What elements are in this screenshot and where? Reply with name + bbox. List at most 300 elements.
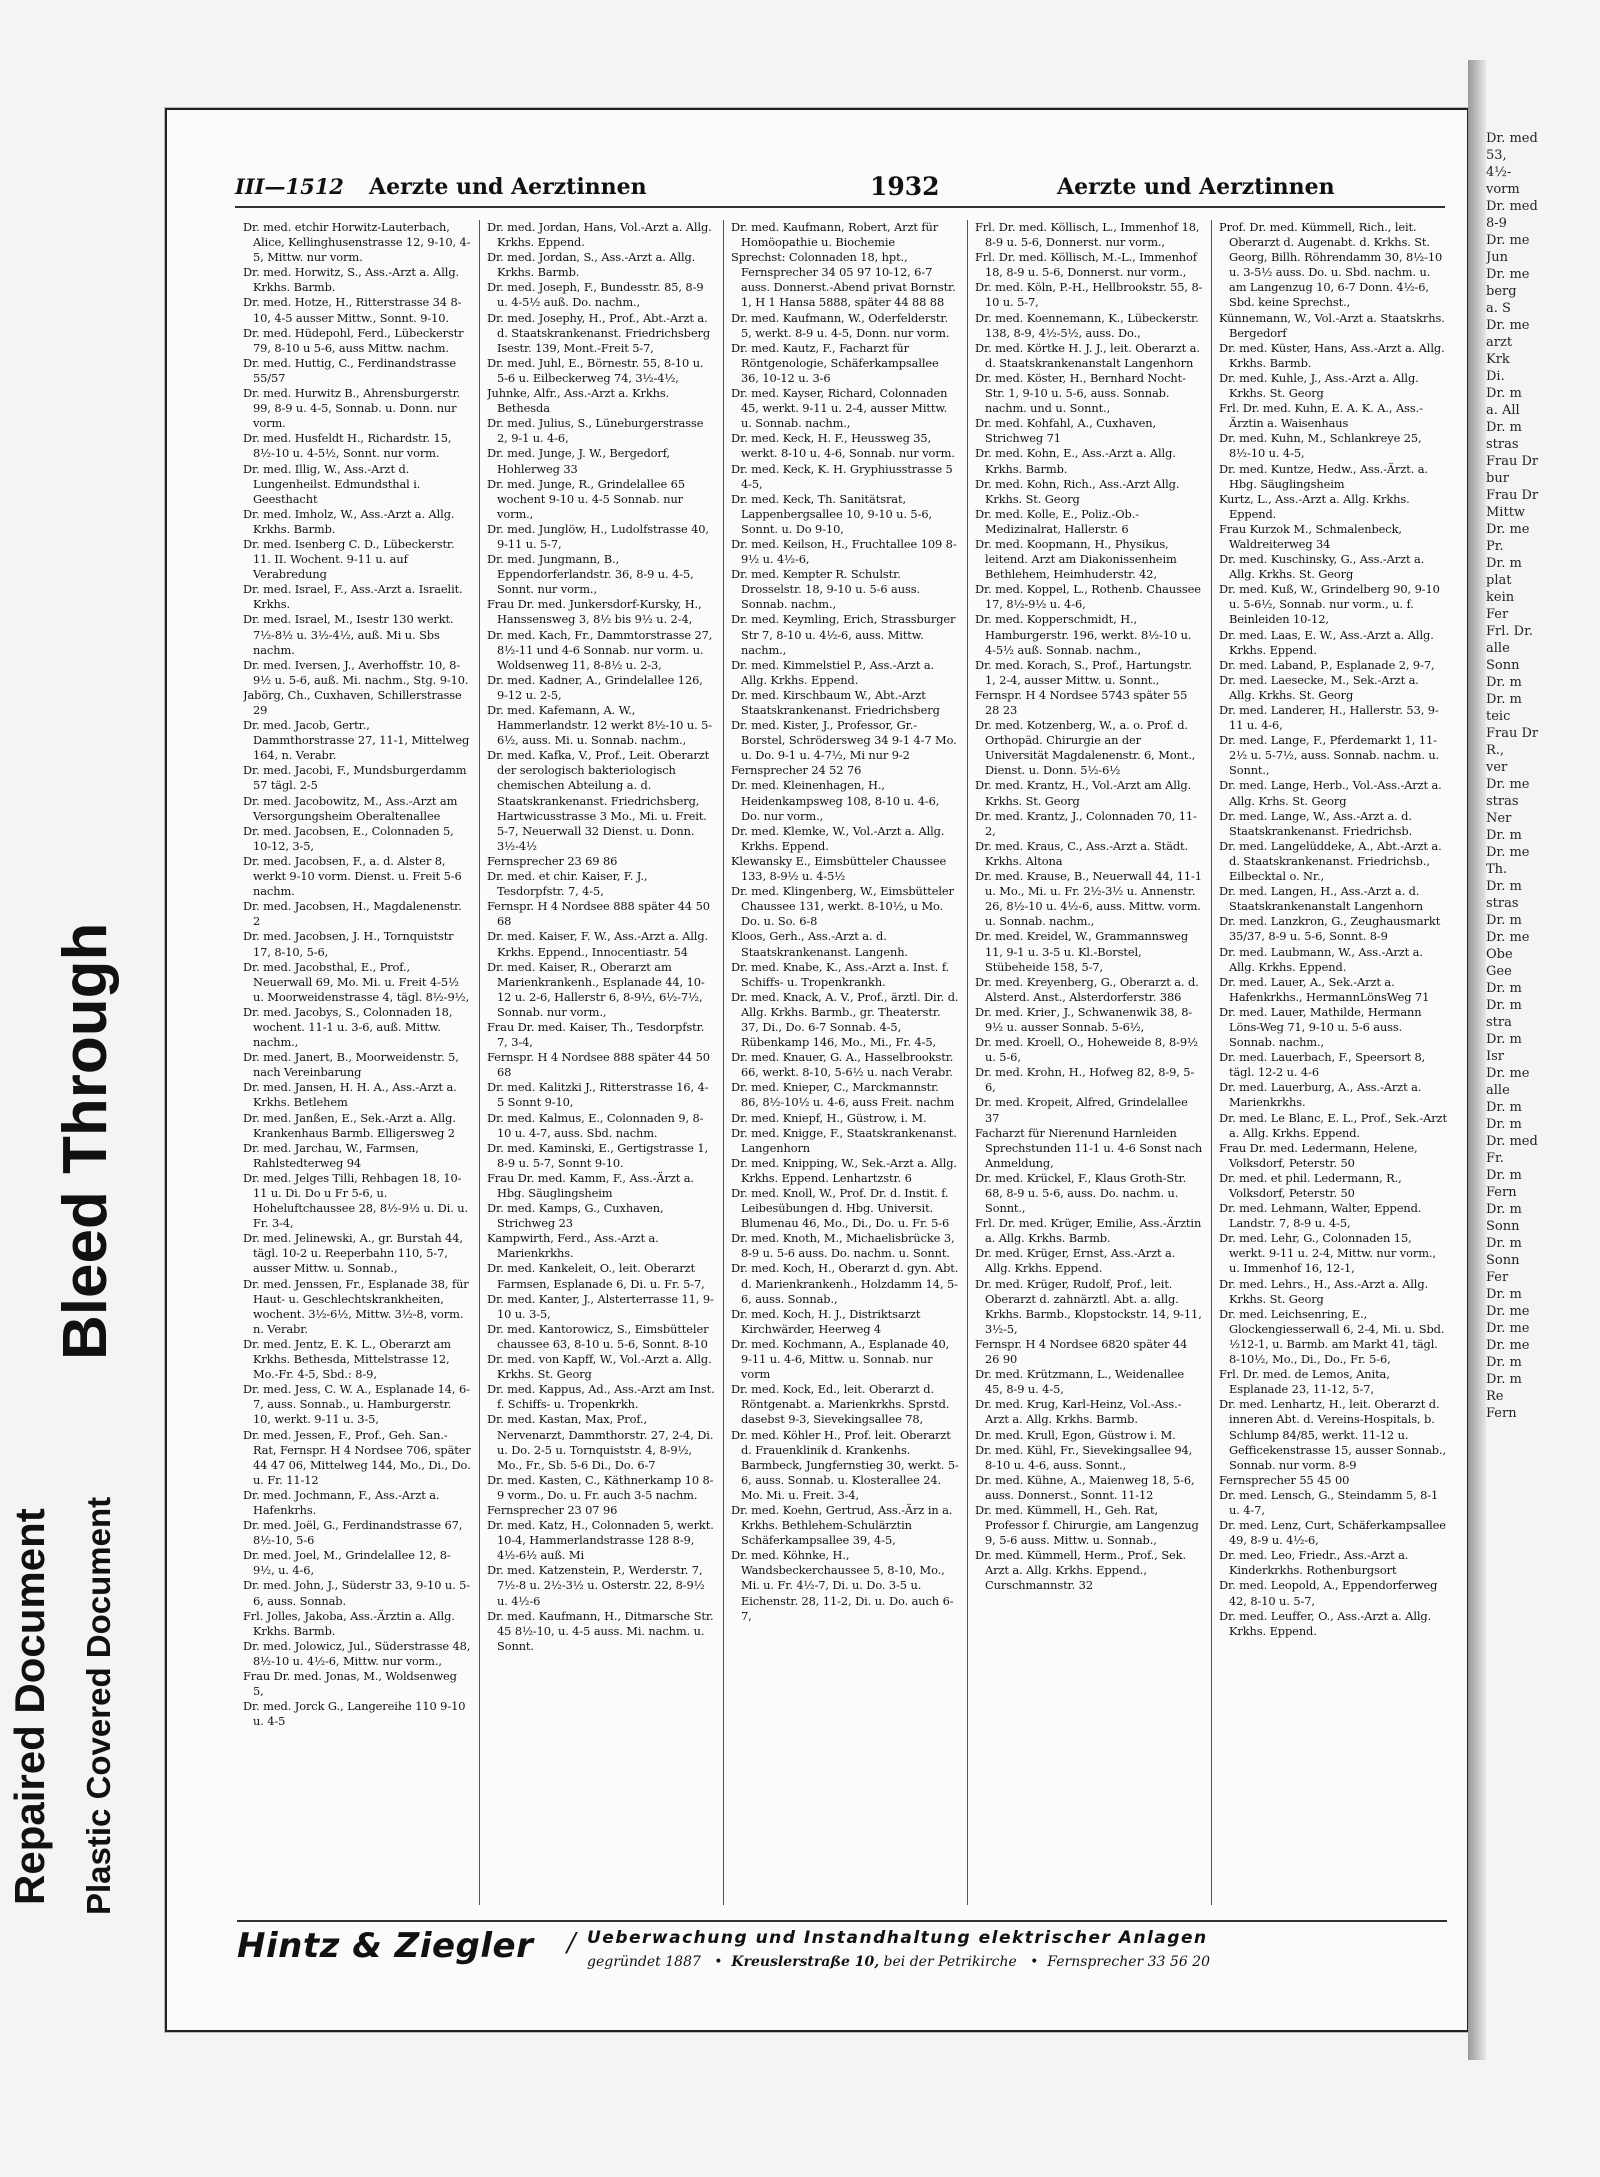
column-4 xyxy=(975,220,1203,1905)
directory-entry: Dr. med. Janert, B., Moorweidenstr. 5, nach Vereinbarung xyxy=(243,1050,459,1080)
directory-entry: Dr. med. Jacobi, F., Mundsburgerdamm 57 tägl. 2-5 xyxy=(243,763,467,793)
directory-entry: Dr. med. Kümmell, Herm., Prof., Sek. Arzt a. Allg. Krkhs. Eppend., Curschmannstr. 32 xyxy=(975,1548,1186,1593)
page-header xyxy=(235,172,1445,208)
directory-entry: Dr. med. Jacob, Gertr., Dammthorstrasse 27, 11-1, Mittelweg 164, n. Verabr. xyxy=(243,718,470,763)
directory-entry: Dr. med. Krüger, Rudolf, Prof., leit. Oberarzt d. zahnärztl. Abt. a. allg. Krkhs. Barmb., Klopstockstr. 14, 9-11, 3½-5, xyxy=(975,1276,1202,1336)
adjacent-page-line: Pr. xyxy=(1486,539,1504,554)
adjacent-page-line: Dr. me xyxy=(1486,318,1530,333)
adjacent-page-line: Krk xyxy=(1486,352,1510,367)
directory-entry: Dr. med. Jolowicz, Jul., Süderstrasse 48, 8½-10 u. 4½-6, Mittw. nur vorm., xyxy=(243,1638,471,1668)
directory-entry: Dr. med. Kolle, E., Poliz.-Ob.-Medizinalrat, Hallerstr. 6 xyxy=(975,506,1139,536)
directory-entry: Dr. med. Joël, G., Ferdinandstrasse 67, 8½-10, 5-6 xyxy=(243,1518,463,1548)
adjacent-page-line: Dr. m xyxy=(1486,692,1522,707)
directory-entry: Dr. med. Krückel, F., Klaus Groth-Str. 68, 8-9 u. 5-6, auss. Do. nachm. u. Sonnt., xyxy=(975,1170,1187,1216)
directory-entry: Dr. med. Krull, Egon, Güstrow i. M. xyxy=(975,1427,1176,1442)
directory-entry: Dr. med. Kankeleit, O., leit. Oberarzt Farmsen, Esplanade 6, Di. u. Fr. 5-7, xyxy=(487,1261,705,1291)
adjacent-page-line: 8-9 xyxy=(1486,216,1507,231)
directory-entry: Klewansky E., Eimsbütteler Chaussee 133, 8-9½ u. 4-5½ xyxy=(731,853,947,884)
directory-entry: Dr. med. Krantz, J., Colonnaden 70, 11-2, xyxy=(975,808,1197,838)
directory-entry: Dr. med. Lehmann, Walter, Eppend. Landstr. 7, 8-9 u. 4-5, xyxy=(1219,1201,1422,1231)
directory-entry: Dr. med. Lenz, Curt, Schäferkampsallee 49, 8-9 u. 4½-6, xyxy=(1219,1518,1446,1548)
directory-entry: Dr. med. Kempter R. Schulstr. Drosselstr. 18, 9-10 u. 5-6 auss. Sonnab. nachm., xyxy=(731,567,920,612)
directory-entry: Dr. med. Knoth, M., Michaelisbrücke 3, 8-9 u. 5-6 auss. Do. nachm. u. Sonnt. xyxy=(731,1231,955,1261)
directory-entry: Dr. med. Knoll, W., Prof. Dr. d. Instit. f. Leibesübungen d. Hbg. Universit. Blumenau 46, Mo., Di., Do. u. Fr. 5-6 xyxy=(731,1186,950,1231)
directory-entry: Dr. med. Jessen, F., Prof., Geh. San.-Rat, Fernspr. H 4 Nordsee 706, später 44 47 06, Mittelweg 144, Mo., Di., Do. u. Fr. 11-12 xyxy=(243,1427,471,1487)
adjacent-page-line: Dr. med xyxy=(1486,1134,1538,1149)
directory-entry: Dr. med. Kotzenberg, W., a. o. Prof. d. Orthopäd. Chirurgie an der Universität Magdalenenstr. 6, Mont., Dienst. u. Donn. 5½-6½ xyxy=(975,718,1196,778)
adjacent-page-line: Dr. me xyxy=(1486,233,1530,248)
directory-entry: Jabörg, Ch., Cuxhaven, Schillerstrasse 29 xyxy=(243,687,462,717)
adjacent-page-line: stras xyxy=(1486,794,1519,809)
directory-entry: Dr. med. Leo, Friedr., Ass.-Arzt a. Kinderkrkhs. Rothenburgsort xyxy=(1219,1548,1409,1578)
directory-entry: Dr. med. John, J., Süderstr 33, 9-10 u. 5-6, auss. Sonnab. xyxy=(243,1578,471,1608)
adjacent-page-fragment xyxy=(1486,130,1600,2030)
directory-entry: Dr. med. Koennemann, K., Lübeckerstr. 138, 8-9, 4½-5½, auss. Do., xyxy=(975,310,1199,340)
directory-entry: Dr. med. Hurwitz B., Ahrensburgerstr. 99, 8-9 u. 4-5, Sonnab. u. Donn. nur vorm. xyxy=(243,386,461,431)
directory-entry: Dr. med. Krug, Karl-Heinz, Vol.-Ass.-Arzt a. Allg. Krkhs. Barmb. xyxy=(975,1397,1182,1427)
adjacent-page-line: berg xyxy=(1486,284,1517,299)
directory-entry: Dr. med. Leopold, A., Eppendorferweg 42, 8-10 u. 5-7, xyxy=(1219,1578,1438,1608)
footer-tagline: Ueberwachung und Instandhaltung elektrischer Anlagen xyxy=(587,1928,1208,1948)
directory-entry: Frau Dr. med. Jonas, M., Woldsenweg 5, xyxy=(243,1669,457,1699)
directory-entry: Dr. med. Kraus, C., Ass.-Arzt a. Städt. Krkhs. Altona xyxy=(975,838,1189,868)
adjacent-page-line: arzt xyxy=(1486,335,1513,350)
header-right-title: Aerzte und Aerztinnen xyxy=(1057,174,1335,200)
adjacent-page-line: Frau Dr xyxy=(1486,454,1539,469)
directory-entry: Dr. med. Kaiser, F. W., Ass.-Arzt a. Allg. Krkhs. Eppend., Innocentiastr. 54 xyxy=(487,929,709,959)
directory-entry: Frau Dr. med. Junkersdorf-Kursky, H., Hanssensweg 3, 8½ bis 9½ u. 2-4, xyxy=(487,597,702,627)
directory-entry: Dr. med. Knipping, W., Sek.-Arzt a. Allg. Krkhs. Eppend. Lenhartzstr. 6 xyxy=(731,1155,957,1185)
directory-entry: Dr. med. Klingenberg, W., Eimsbütteler Chaussee 131, werkt. 8-10½, u Mo. Do. u. So. 6-8 xyxy=(731,884,954,929)
adjacent-page-line: kein xyxy=(1486,590,1515,605)
directory-entry: Dr. med. Kroell, O., Hoheweide 8, 8-9½ u. 5-6, xyxy=(975,1035,1198,1065)
adjacent-page-line: Gee xyxy=(1486,964,1512,979)
directory-entry: Dr. med. Lenhartz, H., leit. Oberarzt d. inneren Abt. d. Vereins-Hospitals, b. Schlump 84/85, werkt. 11-12 u. Gefficekenstrasse 15, ausser Sonnab., Sonnab. nur vorm. 8-9 xyxy=(1219,1397,1447,1472)
footer-address: Kreuslerstraße 10, xyxy=(731,1954,880,1970)
directory-entry: Dr. med. Landerer, H., Hallerstr. 53, 9-11 u. 4-6, xyxy=(1219,703,1439,733)
directory-entry: Fernspr. H 4 Nordsee 6820 später 44 26 90 xyxy=(975,1336,1188,1367)
directory-entry: Fernspr. H 4 Nordsee 888 später 44 50 68 xyxy=(487,1050,710,1080)
directory-entry: Dr. med. Kach, Fr., Dammtorstrasse 27, 8½-11 und 4-6 Sonnab. nur vorm. u. Woldsenweg 11, 8-8½ u. 2-3, xyxy=(487,627,713,672)
column-divider xyxy=(1211,220,1212,1905)
directory-entry: Dr. med. Kuntze, Hedw., Ass.-Ärzt. a. Hbg. Säuglingsheim xyxy=(1219,461,1428,491)
directory-entry: Dr. med. Lanzkron, G., Zeughausmarkt 35/37, 8-9 u. 5-6, Sonnt. 8-9 xyxy=(1219,914,1441,944)
directory-entry: Dr. med. Knieper, C., Marckmannstr. 86, 8½-10½ u. 4-6, auss Freit. nachm xyxy=(731,1080,955,1110)
directory-entry: Kloos, Gerh., Ass.-Arzt a. d. Staatskrankenanst. Langenh. xyxy=(731,929,908,959)
adjacent-page-line: Dr. m xyxy=(1486,1372,1522,1387)
directory-entry: Dr. med. Kochmann, A., Esplanade 40, 9-11 u. 4-6, Mittw. u. Sonnab. nur vorm xyxy=(731,1336,950,1382)
directory-entry: Dr. med. Kleinenhagen, H., Heidenkampsweg 108, 8-10 u. 4-6, Do. nur vorm., xyxy=(731,778,940,823)
adjacent-page-line: Fern xyxy=(1486,1406,1517,1421)
directory-entry: Dr. med. Jansen, H. H. A., Ass.-Arzt a. Krkhs. Betlehem xyxy=(243,1080,457,1110)
directory-entry: Dr. med. Keck, K. H. Gryphiusstrasse 5 4-5, xyxy=(731,461,953,491)
directory-entry: Dr. med. et phil. Ledermann, R., Volksdorf, Peterstr. 50 xyxy=(1219,1170,1402,1200)
directory-entry: Dr. med. Lange, W., Ass.-Arzt a. d. Staatskrankenanst. Friedrichsb. xyxy=(1219,808,1413,838)
column-divider xyxy=(967,220,968,1905)
directory-entry: Frau Kurzok M., Schmalenbeck, Waldreiterweg 34 xyxy=(1219,521,1402,551)
adjacent-page-line: Dr. me xyxy=(1486,777,1530,792)
page-gutter xyxy=(1468,60,1486,2060)
directory-entry: Dr. med. Kayser, Richard, Colonnaden 45, werkt. 9-11 u. 2-4, ausser Mittw. u. Sonnab. nachm., xyxy=(731,386,948,431)
directory-entry: Juhnke, Alfr., Ass.-Arzt a. Krkhs. Bethesda xyxy=(487,386,670,416)
adjacent-page-line: Frl. Dr. xyxy=(1486,624,1533,639)
directory-entry: Dr. med. Jacobsthal, E., Prof., Neuerwall 69, Mo. Mi. u. Freit 4-5½ u. Moorweidenstrasse 4, tägl. 8½-9½, xyxy=(243,959,470,1004)
directory-entry: Dr. med. Junge, J. W., Bergedorf, Hohlerweg 33 xyxy=(487,446,670,476)
adjacent-page-line: Dr. m xyxy=(1486,879,1522,894)
directory-entry: Dr. med. Laas, E. W., Ass.-Arzt a. Allg. Krkhs. Eppend. xyxy=(1219,627,1434,657)
directory-entry: Dr. med. Klemke, W., Vol.-Arzt a. Allg. Krkhs. Eppend. xyxy=(731,823,945,853)
directory-entry: Dr. med. Kuhle, J., Ass.-Arzt a. Allg. Krkhs. St. Georg xyxy=(1219,370,1419,401)
adjacent-page-line: Dr. m xyxy=(1486,675,1522,690)
directory-entry: Dr. med. Juhl, E., Börnestr. 55, 8-10 u. 5-6 u. Eilbeckerweg 74, 3½-4½, xyxy=(487,355,704,385)
directory-entry: Frl. Dr. med. de Lemos, Anita, Esplanade 23, 11-12, 5-7, xyxy=(1219,1367,1390,1397)
directory-entry: Dr. med. Kaminski, E., Gertigstrasse 1, 8-9 u. 5-7, Sonnt 9-10. xyxy=(487,1140,709,1170)
adjacent-page-line: alle xyxy=(1486,1083,1510,1098)
directory-entry: Dr. med. Jordan, S., Ass.-Arzt a. Allg. Krkhs. Barmb. xyxy=(487,250,696,280)
adjacent-page-line: Ner xyxy=(1486,811,1512,826)
directory-entry: Dr. med. Jordan, Hans, Vol.-Arzt a. Allg. Krkhs. Eppend. xyxy=(487,220,712,250)
directory-entry: Fernspr. H 4 Nordsee 888 später 44 50 68 xyxy=(487,899,710,929)
directory-entry: Dr. med. Köhnke, H., Wandsbeckerchaussee 5, 8-10, Mo., Mi. u. Fr. 4½-7, Di. u. Do. 3-5 u. Eichenstr. 28, 11-2, Di. u. Do. auch 6-7, xyxy=(731,1548,954,1623)
directory-entry: Dr. med. Kniepf, H., Güstrow, i. M. xyxy=(731,1110,927,1125)
adjacent-page-line: Dr. med xyxy=(1486,199,1538,214)
directory-entry: Dr. med. Lange, F., Pferdemarkt 1, 11-2½ u. 5-7½, auss. Sonnab. nachm. u. Sonnt., xyxy=(1219,733,1440,778)
directory-entry: Dr. med. Köhler H., Prof. leit. Oberarzt d. Frauenklinik d. Krankenhs. Barmbeck, Jungfernstieg 30, werkt. 5-6, auss. Sonnab. u. Klosterallee 24. Mo. Mi. u. Freit. 3-4, xyxy=(731,1427,959,1502)
directory-entry: Dr. med. Jacobsen, H., Magdalenenstr. 2 xyxy=(243,899,462,929)
directory-entry: Dr. med. Lehr, G., Colonnaden 15, werkt. 9-11 u. 2-4, Mittw. nur vorm., u. Immenhof 16, 12-1, xyxy=(1219,1231,1436,1276)
directory-entry: Dr. med. Lauer, Mathilde, Hermann Löns-Weg 71, 9-10 u. 5-6 auss. Sonnab. nachm., xyxy=(1219,1004,1422,1050)
directory-entry: Dr. med. Kafemann, A. W., Hammerlandstr. 12 werkt 8½-10 u. 5-6½, auss. Mi. u. Sonnab. nachm., xyxy=(487,703,713,748)
directory-entry: Dr. med. etchir Horwitz-Lauterbach, Alice, Kellinghusenstrasse 12, 9-10, 4-5, Mittw. nur vorm. xyxy=(243,220,471,265)
header-year: 1932 xyxy=(870,172,940,201)
column-divider xyxy=(479,220,480,1905)
adjacent-page-line: vorm xyxy=(1486,182,1520,197)
directory-entry: Dr. med. Jentz, E. K. L., Oberarzt am Krkhs. Bethesda, Mittelstrasse 12, Mo.-Fr. 4-5, Sbd.: 8-9, xyxy=(243,1336,451,1382)
directory-entry: Künnemann, W., Vol.-Arzt a. Staatskrhs. Bergedorf xyxy=(1219,310,1445,340)
adjacent-page-line: Mittw xyxy=(1486,505,1526,520)
directory-entry: Dr. med. Kuß, W., Grindelberg 90, 9-10 u. 5-6½, Sonnab. nur vorm., u. f. Beinleiden 10-12, xyxy=(1219,582,1440,627)
directory-entry: Dr. med. Hotze, H., Ritterstrasse 34 8-10, 4-5 ausser Mittw., Sonnt. 9-10. xyxy=(243,295,462,325)
directory-entry: Dr. med. Laubmann, W., Ass.-Arzt a. Allg. Krkhs. Eppend. xyxy=(1219,944,1423,974)
adjacent-page-line: Frau Dr xyxy=(1486,726,1539,741)
directory-entry: Dr. med. Illig, W., Ass.-Arzt d. Lungenheilst. Edmundsthal i. Geesthacht xyxy=(243,461,421,506)
adjacent-page-line: Dr. me xyxy=(1486,267,1530,282)
adjacent-page-line: Fer xyxy=(1486,607,1509,622)
adjacent-page-line: Dr. me xyxy=(1486,1304,1530,1319)
directory-entry: Dr. med. Koppel, L., Rothenb. Chaussee 17, 8½-9½ u. 4-6, xyxy=(975,582,1201,612)
adjacent-page-line: Dr. me xyxy=(1486,845,1530,860)
bleed-through-label: Bleed Through xyxy=(51,922,120,1360)
directory-entry: Dr. med. Keck, H. F., Heussweg 35, werkt. 8-10 u. 4-6, Sonnab. nur vorm. xyxy=(731,431,955,461)
directory-entry: Facharzt für Nierenund Harnleiden Sprechstunden 11-1 u. 4-6 Sonst nach Anmeldung, xyxy=(975,1125,1203,1170)
directory-entry: Dr. med. Le Blanc, E. L., Prof., Sek.-Arzt a. Allg. Krkhs. Eppend. xyxy=(1219,1110,1447,1140)
directory-entry: Frau Dr. med. Kamm, F., Ass.-Ärzt a. Hbg. Säuglingsheim xyxy=(487,1170,694,1200)
directory-entry: Dr. med. Horwitz, S., Ass.-Arzt a. Allg. Krkhs. Barmb. xyxy=(243,265,460,295)
directory-entry: Dr. med. Knigge, F., Staatskrankenanst. Langenhorn xyxy=(731,1125,957,1155)
directory-entry: Dr. med. Lauerburg, A., Ass.-Arzt a. Marienkrkhs. xyxy=(1219,1080,1422,1110)
directory-entry: Frl. Dr. med. Kuhn, E. A. K. A., Ass.-Ärztin a. Waisenhaus xyxy=(1219,401,1423,431)
column-divider xyxy=(723,220,724,1905)
directory-entry: Dr. med. Husfeldt H., Richardstr. 15, 8½-10 u. 4-5½, Sonnt. nur vorm. xyxy=(243,431,452,461)
directory-entry: Dr. med. Hüdepohl, Ferd., Lübeckerstr 79, 8-10 u 5-6, auss Mittw. nachm. xyxy=(243,325,464,355)
adjacent-page-line: Dr. m xyxy=(1486,998,1522,1013)
directory-entry: Dr. med. Koch, H., Oberarzt d. gyn. Abt. d. Marienkrankenh., Holzdamm 14, 5-6, auss. Sonnab., xyxy=(731,1261,959,1306)
directory-entry: Frau Dr. med. Ledermann, Helene, Volksdorf, Peterstr. 50 xyxy=(1219,1140,1418,1170)
directory-entry: Dr. med. Kohn, Rich., Ass.-Arzt Allg. Krkhs. St. Georg xyxy=(975,476,1180,506)
directory-entry: Dr. med. Kirschbaum W., Abt.-Arzt Staatskrankenanst. Friedrichsberg xyxy=(731,687,940,717)
directory-columns xyxy=(243,220,1447,1905)
directory-entry: Dr. med. Kafka, V., Prof., Leit. Oberarzt der serologisch bakteriologisch chemischen Abteilung a. d. Staatskrankenanst. Friedrichsberg, Hartwicusstrasse 3 Mo., Mi. u. Freit. 5-7, Neuerwall 32 Dienst. u. Donn. 3½-4½ xyxy=(487,748,710,853)
footer-phone: Fernsprecher 33 56 20 xyxy=(1047,1954,1210,1970)
adjacent-page-line: Sonn xyxy=(1486,1253,1520,1268)
directory-entry: Frau Dr. med. Kaiser, Th., Tesdorpfstr. 7, 3-4, xyxy=(487,1019,705,1050)
column-1 xyxy=(243,220,471,1905)
directory-entry: Dr. med. Kaiser, R., Oberarzt am Marienkrankenh., Esplanade 44, 10-12 u. 2-6, Hallerstr 6, 8-9½, 6½-7½, Sonnab. nur vorm., xyxy=(487,959,705,1019)
directory-entry: Dr. med. Kantorowicz, S., Eimsbütteler chaussee 63, 8-10 u. 5-6, Sonnt. 8-10 xyxy=(487,1321,709,1351)
adjacent-page-line: Obe xyxy=(1486,947,1513,962)
adjacent-page-line: a. S xyxy=(1486,301,1511,316)
directory-entry: Dr. med. Krause, B., Neuerwall 44, 11-1 u. Mo., Mi. u. Fr. 2½-3½ u. Annenstr. 26, 8½-10 u. 4½-6, auss. Mittw. vorm. u. Sonnab. nachm., xyxy=(975,869,1202,929)
directory-entry: Dr. med. Lauer, A., Sek.-Arzt a. Hafenkrkhs., HermannLönsWeg 71 xyxy=(1219,974,1430,1004)
directory-entry: Prof. Dr. med. Kümmell, Rich., leit. Oberarzt d. Augenabt. d. Krkhs. St. Georg, Billh. Röhrendamm 30, 8½-10 u. 3-5½ auss. Do. u. Sbd. nachm. u. am Langenzug 10, 6-7 Donn. 4½-6, Sbd. keine Sprechst., xyxy=(1219,220,1443,310)
adjacent-page-line: Dr. m xyxy=(1486,1168,1522,1183)
adjacent-page-line: Fr. xyxy=(1486,1151,1504,1166)
adjacent-page-line: Dr. me xyxy=(1486,930,1530,945)
directory-entry: Dr. med. Kohfahl, A., Cuxhaven, Strichweg 71 xyxy=(975,416,1156,446)
directory-entry: Dr. med. Kriег, J., Schwanenwik 38, 8-9½ u. ausser Sonnab. 5-6½, xyxy=(975,1004,1193,1034)
directory-entry: Dr. med. Kaufmann, H., Ditmarsche Str. 45 8½-10, u. 4-5 auss. Mi. nachm. u. Sonnt. xyxy=(487,1608,714,1653)
directory-entry: Dr. med. Kasten, C., Käthnerkamp 10 8-9 vorm., Do. u. Fr. auch 3-5 nachm. xyxy=(487,1472,714,1502)
directory-entry: Dr. med. Kuhn, M., Schlankreye 25, 8½-10 u. 4-5, xyxy=(1219,431,1422,461)
directory-entry: Dr. med. Kreyenberg, G., Oberarzt a. d. Alsterd. Anst., Alsterdorferstr. 386 xyxy=(975,974,1199,1004)
adjacent-page-line: Sonn xyxy=(1486,1219,1520,1234)
adjacent-page-line: Frau Dr xyxy=(1486,488,1539,503)
directory-entry: Dr. med. Israel, M., Isestr 130 werkt. 7½-8½ u. 3½-4½, auß. Mi u. Sbs nachm. xyxy=(243,612,454,657)
directory-entry: Dr. med. Keck, Th. Sanitätsrat, Lappenbergsallee 10, 9-10 u. 5-6, Sonnt. u. Do 9-10, xyxy=(731,491,932,536)
directory-entry: Dr. med. Laband, P., Esplanade 2, 9-7, xyxy=(1219,657,1435,672)
adjacent-page-line: Sonn xyxy=(1486,658,1520,673)
adjacent-page-line: Jun xyxy=(1486,250,1508,265)
page-number: III—1512 xyxy=(235,174,344,199)
directory-entry: Dr. med. Koopmann, H., Physikus, leitend. Arzt am Diakonissenheim Bethlehem, Heimhuderstr. 42, xyxy=(975,536,1177,582)
directory-entry: Frl. Dr. med. Köllisch, M.-L., Immenhof 18, 8-9 u. 5-6, Donnerst. nur vorm., xyxy=(975,250,1197,280)
directory-entry: Dr. med. Lehrs., H., Ass.-Arzt a. Allg. Krkhs. St. Georg xyxy=(1219,1276,1429,1306)
directory-entry: Dr. med. Kühl, Fr., Sievekingsallee 94, 8-10 u. 4-6, auss. Sonnt., xyxy=(975,1442,1193,1472)
adjacent-page-line: Dr. m xyxy=(1486,1355,1522,1370)
adjacent-page-line: Dr. m xyxy=(1486,1032,1522,1047)
directory-entry: Dr. med. Lauerbach, F., Speersort 8, tägl. 12-2 u. 4-6 xyxy=(1219,1050,1426,1080)
adjacent-page-line: plat xyxy=(1486,573,1512,588)
directory-entry: Dr. med. Laesecke, M., Sek.-Arzt a. Allg. Krkhs. St. Georg xyxy=(1219,672,1419,702)
directory-entry: Dr. med. Lange, Herb., Vol.-Ass.-Arzt a. Allg. Krhs. St. Georg xyxy=(1219,778,1442,808)
directory-entry: Sprechst: Colonnaden 18, hpt., Fernsprecher 34 05 97 10-12, 6-7 auss. Donnerst.-Abend privat Bornstr. 1, H 1 Hansa 5888, später 44 88 88 xyxy=(731,250,956,310)
directory-entry: Dr. med. Kadner, A., Grindelallee 126, 9-12 u. 2-5, xyxy=(487,672,703,702)
directory-entry: Dr. med. Kimmelstiel P., Ass.-Arzt a. Allg. Krkhs. Eppend. xyxy=(731,657,935,687)
adjacent-page-line: Dr. m xyxy=(1486,913,1522,928)
adjacent-page-line: Isr xyxy=(1486,1049,1505,1064)
directory-entry: Dr. med. Jochmann, F., Ass.-Arzt a. Hafenkrhs. xyxy=(243,1487,440,1517)
adjacent-page-line: 4½- xyxy=(1486,165,1512,180)
directory-entry: Dr. med. Koehn, Gertrud, Ass.-Ärz in a. Krkhs. Bethlehem-Schulärztin Schäferkampsallee 39, 4-5, xyxy=(731,1502,953,1548)
directory-entry: Dr. med. Janßen, E., Sek.-Arzt a. Allg. Krankenhaus Barmb. Elligersweg 2 xyxy=(243,1110,456,1140)
directory-entry: Dr. med. Kamps, G., Cuxhaven, Strichweg 23 xyxy=(487,1201,664,1231)
directory-entry: Dr. med. Isenberg C. D., Lübeckerstr. 11. II. Wochent. 9-11 u. auf Verabredung xyxy=(243,536,455,582)
directory-entry: Dr. med. Kropeit, Alfred, Grindelallee 37 xyxy=(975,1095,1188,1125)
directory-entry: Dr. med. Kümmell, H., Geh. Rat, Professor f. Chirurgie, am Langenzug 9, 5-6 auss. Mittw. u. Sonnab., xyxy=(975,1502,1199,1548)
directory-entry: Dr. med. Jess, C. W. A., Esplanade 14, 6-7, auss. Sonnab., u. Hamburgerstr. 10, werkt. 9-11 u. 3-5, xyxy=(243,1382,470,1427)
scanned-page xyxy=(165,108,1469,2032)
directory-entry: Dr. med. Kohn, E., Ass.-Arzt a. Allg. Krkhs. Barmb. xyxy=(975,446,1176,476)
footer-details: gegründet 1887 • Kreuslerstraße 10, bei der Petrikirche • Fernsprecher 33 56 20 xyxy=(587,1954,1210,1970)
directory-entry: Dr. med. Korach, S., Prof., Hartungstr. 1, 2-4, ausser Mittw. u. Sonnt., xyxy=(975,657,1192,687)
directory-entry: Dr. med. Kalmus, E., Colonnaden 9, 8-10 u. 4-7, auss. Sbd. nachm. xyxy=(487,1110,704,1140)
directory-entry: Dr. med. Knack, A. V., Prof., ärztl. Dir. d. Allg. Krkhs. Barmb., gr. Theaterstr. 37, Di., Do. 6-7 Sonnab. 4-5, Rübenkamp 146, Mo., Mi., Fr. 4-5, xyxy=(731,989,959,1050)
directory-entry: Dr. med. Jarchau, W., Farmsen, Rahlstedterweg 94 xyxy=(243,1140,419,1170)
directory-entry: Dr. med. Kanter, J., Alsterterrasse 11, 9-10 u. 3-5, xyxy=(487,1291,714,1321)
directory-entry: Dr. med. Köln, P.-H., Hellbrookstr. 55, 8-10 u. 5-7, xyxy=(975,280,1203,310)
adjacent-page-line: Fern xyxy=(1486,1185,1517,1200)
adjacent-page-line: Dr. m xyxy=(1486,1287,1522,1302)
adjacent-page-line: Dr. me xyxy=(1486,1321,1530,1336)
adjacent-page-line: Dr. m xyxy=(1486,1202,1522,1217)
directory-entry: Dr. med. Imholz, W., Ass.-Arzt a. Allg. Krkhs. Barmb. xyxy=(243,506,455,536)
directory-entry: Dr. med. Kopperschmidt, H., Hamburgerstr. 196, werkt. 8½-10 u. 4-5½ auß. Sonnab. nachm., xyxy=(975,612,1192,657)
directory-entry: Dr. med. Krützmann, L., Weidenallee 45, 8-9 u. 4-5, xyxy=(975,1367,1185,1397)
directory-entry: Dr. med. Jacobsen, J. H., Tornquiststr 17, 8-10, 5-6, xyxy=(243,929,454,959)
directory-entry: Dr. med. Jungmann, B., Eppendorferlandstr. 36, 8-9 u. 4-5, Sonnt. nur vorm., xyxy=(487,552,694,597)
column-2 xyxy=(487,220,715,1905)
adjacent-page-line: alle xyxy=(1486,641,1510,656)
adjacent-page-line: Dr. me xyxy=(1486,1338,1530,1353)
adjacent-page-line: Dr. me xyxy=(1486,1066,1530,1081)
directory-entry: Dr. med. Knabe, K., Ass.-Arzt a. Inst. f. Schiffs- u. Tropenkrankh. xyxy=(731,959,950,989)
directory-entry: Dr. med. Keilson, H., Fruchtallee 109 8-9½ u. 4½-6, xyxy=(731,536,957,567)
adjacent-page-line: Re xyxy=(1486,1389,1504,1404)
directory-entry: Dr. med. Jacobys, S., Colonnaden 18, wochent. 11-1 u. 3-6, auß. Mittw. nachm., xyxy=(243,1004,453,1050)
directory-entry: Dr. med. et chir. Kaiser, F. J., Tesdorpfstr. 7, 4-5, xyxy=(487,869,648,899)
directory-entry: Dr. med. Junglöw, H., Ludolfstrasse 40, 9-11 u. 5-7, xyxy=(487,521,709,551)
directory-entry: Kurtz, L., Ass.-Arzt a. Allg. Krkhs. Eppend. xyxy=(1219,491,1410,521)
adjacent-page-line: Dr. m xyxy=(1486,420,1522,435)
directory-entry: Dr. med. Kreidel, W., Grammannsweg 11, 9-1 u. 3-5 u. Kl.-Borstel, Stübeheide 158, 5-7, xyxy=(975,929,1189,974)
directory-entry: Frl. Dr. med. Krüger, Emilie, Ass.-Ärztin a. Allg. Krkhs. Barmb. xyxy=(975,1216,1202,1246)
directory-entry: Dr. med. von Kapff, W., Vol.-Arzt a. Allg. Krkhs. St. Georg xyxy=(487,1352,712,1382)
header-left-title: Aerzte und Aerztinnen xyxy=(369,174,647,200)
directory-entry: Dr. med. Josephy, H., Prof., Abt.-Arzt a. d. Staatskrankenanst. Friedrichsberg Isestr. 139, Mont.-Freit 5-7, xyxy=(487,310,711,355)
adjacent-page-line: stras xyxy=(1486,437,1519,452)
directory-entry: Dr. med. Körtke H. J. J., leit. Oberarzt a. d. Staatskrankenanstalt Langenhorn xyxy=(975,340,1200,370)
directory-entry: Frl. Jolles, Jakoba, Ass.-Ärztin a. Allg. Krkhs. Barmb. xyxy=(243,1608,455,1638)
directory-entry: Dr. med. Joel, M., Grindelallee 12, 8-9½, u. 4-6, xyxy=(243,1548,451,1578)
directory-entry: Fernsprecher 23 07 96 xyxy=(487,1502,618,1517)
plastic-covered-label: Plastic Covered Document xyxy=(80,1496,117,1915)
adjacent-page-line: stra xyxy=(1486,1015,1512,1030)
directory-entry: Fernspr. H 4 Nordsee 5743 später 55 28 23 xyxy=(975,687,1188,717)
directory-entry: Dr. med. Iversen, J., Averhoffstr. 10, 8-9½ u. 5-6, auß. Mi. nachm., Stg. 9-10. xyxy=(243,657,469,687)
directory-entry: Frl. Dr. med. Köllisch, L., Immenhof 18, 8-9 u. 5-6, Donnerst. nur vorm., xyxy=(975,220,1200,250)
directory-entry: Dr. med. Langen, H., Ass.-Arzt a. d. Staatskrankenanstalt Langenhorn xyxy=(1219,884,1423,914)
directory-entry: Dr. med. Leuffer, O., Ass.-Arzt a. Allg. Krkhs. Eppend. xyxy=(1219,1608,1432,1638)
directory-entry: Dr. med. Lensch, G., Steindamm 5, 8-1 u. 4-7, xyxy=(1219,1487,1439,1517)
directory-entry: Dr. med. Keymling, Erich, Strassburger Str 7, 8-10 u. 4½-6, auss. Mittw. nachm., xyxy=(731,612,956,657)
directory-entry: Dr. med. Langelüddeke, A., Abt.-Arzt a. d. Staatskrankenanst. Friedrichsb., Eilbecktal o. Nr., xyxy=(1219,838,1442,884)
directory-entry: Dr. med. Jelinewski, A., gr. Burstah 44, tägl. 10-2 u. Reeperbahn 110, 5-7, ausser Mittw. u. Sonnab., xyxy=(243,1231,463,1276)
adjacent-page-line: Dr. m xyxy=(1486,981,1522,996)
footer-slash: / xyxy=(567,1928,576,1958)
directory-entry: Dr. med. Israel, F., Ass.-Arzt a. Israelit. Krkhs. xyxy=(243,582,463,612)
footer-address-note: bei der Petrikirche xyxy=(883,1954,1017,1970)
directory-entry: Dr. med. Kappus, Ad., Ass.-Arzt am Inst. f. Schiffs- u. Tropenkrkh. xyxy=(487,1382,715,1412)
directory-entry: Dr. med. Kautz, F., Facharzt für Röntgenologie, Schäferkampsallee 36, 10-12 u. 3-6 xyxy=(731,340,939,385)
adjacent-page-line: bur xyxy=(1486,471,1509,486)
adjacent-page-line: R., xyxy=(1486,743,1505,758)
directory-entry: Dr. med. Jorck G., Langereihe 110 9-10 u. 4-5 xyxy=(243,1699,466,1729)
directory-entry: Dr. med. Krantz, H., Vol.-Arzt am Allg. Krkhs. St. Georg xyxy=(975,778,1192,808)
side-labels xyxy=(0,0,150,2177)
directory-entry: Dr. med. Knauer, G. A., Hasselbrookstr. 66, werkt. 8-10, 5-6½ u. nach Verabr. xyxy=(731,1050,954,1080)
directory-entry: Dr. med. Jacobsen, E., Colonnaden 5, 10-12, 3-5, xyxy=(243,823,454,853)
directory-entry: Dr. med. Junge, R., Grindelallee 65 wochent 9-10 u. 4-5 Sonnab. nur vorm., xyxy=(487,476,685,521)
adjacent-page-line: Dr. med xyxy=(1486,131,1538,146)
column-5 xyxy=(1219,220,1447,1905)
adjacent-page-line: a. All xyxy=(1486,403,1520,418)
directory-entry: Dr. med. Krüger, Ernst, Ass.-Arzt a. Allg. Krkhs. Eppend. xyxy=(975,1246,1176,1276)
directory-entry: Dr. med. Joseph, F., Bundesstr. 85, 8-9 u. 4-5½ auß. Do. nachm., xyxy=(487,280,704,310)
adjacent-page-line: Th. xyxy=(1486,862,1508,877)
adjacent-page-line: teic xyxy=(1486,709,1511,724)
directory-entry: Dr. med. Katzenstein, P., Werderstr. 7, 7½-8 u. 2½-3½ u. Osterstr. 22, 8-9½ u. 4½-6 xyxy=(487,1563,705,1608)
directory-entry: Dr. med. Kister, J., Professor, Gr.-Borstel, Schrödersweg 34 9-1 4-7 Mo. u. Do. 9-1 u. 4-7½, Mi nur 9-2 xyxy=(731,718,957,763)
directory-entry: Dr. med. Jenssen, Fr., Esplanade 38, für Haut- u. Geschlechtskrankheiten, wochent. 3½-6½, Mittw. 3½-8, vorm. n. Verabr. xyxy=(243,1276,469,1336)
directory-entry: Dr. med. Huttig, C., Ferdinandstrasse 55/57 xyxy=(243,355,456,385)
directory-entry: Dr. med. Kühne, A., Maienweg 18, 5-6, auss. Donnerst., Sonnt. 11-12 xyxy=(975,1472,1195,1502)
directory-entry: Dr. med. Leichsenring, E., Glockengiesserwall 6, 2-4, Mi. u. Sbd. ½12-1, u. Barmb. am Markt 41, tägl. 8-10½, Mo., Di., Do., Fr. 5-6, xyxy=(1219,1306,1445,1367)
footer-founded: gegründet 1887 xyxy=(587,1954,701,1970)
directory-entry: Dr. med. Jacobowitz, M., Ass.-Arzt am Versorgungsheim Oberaltenallee xyxy=(243,793,458,823)
advertisement-footer xyxy=(237,1920,1447,1980)
adjacent-page-line: stras xyxy=(1486,896,1519,911)
directory-entry: Dr. med. Kock, Ed., leit. Oberarzt d. Röntgenabt. a. Marienkrkhs. Sprstd. dasebst 9-3, Sievekingsallee 78, xyxy=(731,1382,950,1427)
adjacent-page-line: Dr. m xyxy=(1486,386,1522,401)
directory-entry: Dr. med. Katz, H., Colonnaden 5, werkt. 10-4, Hammerlandstrasse 128 8-9, 4½-6½ auß. Mi xyxy=(487,1518,714,1563)
adjacent-page-line: ver xyxy=(1486,760,1508,775)
adjacent-page-line: Dr. m xyxy=(1486,1236,1522,1251)
directory-entry: Dr. med. Kastan, Max, Prof., Nervenarzt, Dammthorstr. 27, 2-4, Di. u. Do. 2-5 u. Tornquiststr. 4, 8-9½, Mo., Fr., Sb. 5-6 Di., Do. 6-7 xyxy=(487,1412,714,1472)
adjacent-page-line: Di. xyxy=(1486,369,1505,384)
adjacent-page-line: Dr. me xyxy=(1486,522,1530,537)
directory-entry: Dr. med. Kaufmann, Robert, Arzt für Homöopathie u. Biochemie xyxy=(731,220,939,250)
directory-entry: Fernsprecher 55 45 00 xyxy=(1219,1472,1350,1487)
footer-brand: Hintz & Ziegler xyxy=(237,1926,534,1966)
directory-entry: Dr. med. Julius, S., Lüneburgerstrasse 2, 9-1 u. 4-6, xyxy=(487,416,704,446)
adjacent-page-line: Dr. m xyxy=(1486,1100,1522,1115)
adjacent-page-line: Fer xyxy=(1486,1270,1509,1285)
directory-entry: Dr. med. Jacobsen, F., a. d. Alster 8, werkt 9-10 vorm. Dienst. u. Freit 5-6 nachm. xyxy=(243,853,462,899)
adjacent-page-line: Dr. m xyxy=(1486,828,1522,843)
directory-entry: Fernsprecher 24 52 76 xyxy=(731,763,862,778)
adjacent-page-line: Dr. m xyxy=(1486,1117,1522,1132)
column-3 xyxy=(731,220,959,1905)
directory-entry: Kampwirth, Ferd., Ass.-Arzt a. Marienkrkhs. xyxy=(487,1231,659,1261)
directory-entry: Dr. med. Küster, Hans, Ass.-Arzt a. Allg. Krkhs. Barmb. xyxy=(1219,340,1445,370)
directory-entry: Dr. med. Kalitzki J., Ritterstrasse 16, 4-5 Sonnt 9-10, xyxy=(487,1080,709,1110)
directory-entry: Dr. med. Kuschinsky, G., Ass.-Arzt a. Allg. Krkhs. St. Georg xyxy=(1219,552,1425,582)
repaired-document-label: Repaired Document xyxy=(6,1508,53,1905)
adjacent-page-line: Dr. m xyxy=(1486,556,1522,571)
adjacent-page-line: 53, xyxy=(1486,148,1507,163)
directory-entry: Dr. med. Kaufmann, W., Oderfelderstr. 5, werkt. 8-9 u. 4-5, Donn. nur vorm. xyxy=(731,310,950,340)
directory-entry: Dr. med. Koch, H. J., Distriktsarzt Kirchwärder, Heerweg 4 xyxy=(731,1306,921,1336)
